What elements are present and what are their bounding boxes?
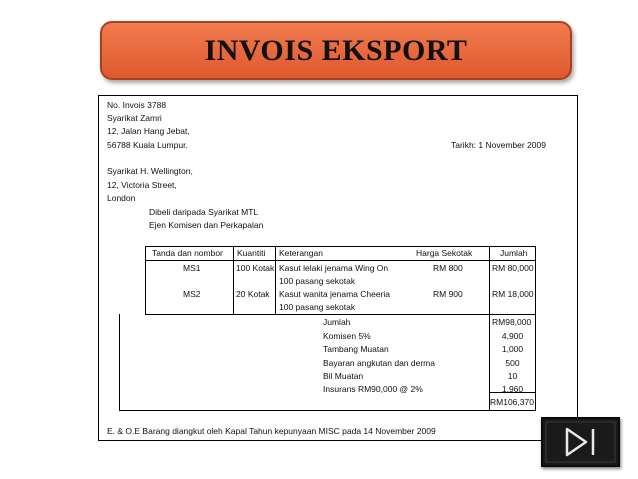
summary-value: 4,900 <box>501 331 524 341</box>
bought-from: Dibeli daripada Syarikat MTL <box>149 207 259 217</box>
summary-value: 1,960 <box>501 384 524 394</box>
agent-line: Ejen Komisen dan Perkapalan <box>149 220 264 230</box>
invoice-document <box>98 95 578 441</box>
summary-label: Insurans RM90,000 @ 2% <box>323 384 423 394</box>
buyer-address-line1: 12, Victoria Street, <box>107 180 177 190</box>
row1-amount: RM 80,000 <box>492 263 534 273</box>
header-amount: Jumlah <box>500 248 528 258</box>
buyer-address-line2: London <box>107 193 136 203</box>
row1-desc-detail: 100 pasang sekotak <box>279 276 356 286</box>
seller-name: Syarikat Zamri <box>107 113 162 123</box>
row2-price: RM 900 <box>433 289 463 299</box>
summary-label: Jumlah <box>323 317 351 327</box>
summary-value: 1,000 <box>501 344 524 354</box>
end-navigation-button[interactable] <box>541 417 620 467</box>
column-divider <box>489 246 490 315</box>
end-navigation-icon <box>543 419 618 465</box>
row1-mark: MS1 <box>183 263 201 273</box>
table-left-border <box>145 246 146 315</box>
row1-qty: 100 Kotak <box>236 263 275 273</box>
title-banner <box>100 21 572 80</box>
header-desc: Keterangan <box>279 248 323 258</box>
summary-label: Bil Muatan <box>323 371 364 381</box>
header-mark: Tanda dan nombor <box>152 248 223 258</box>
footer-note: E. & O.E Barang diangkut oleh Kapal Tahun kepunyaan MISC pada 14 November 2009 <box>107 426 436 436</box>
row2-desc: Kasut wanita jenama Cheeria <box>279 289 391 299</box>
invoice-number: No. Invois 3788 <box>107 100 167 110</box>
column-divider <box>233 246 234 315</box>
summary-label: Bayaran angkutan dan derma <box>323 358 435 368</box>
column-divider <box>275 246 276 315</box>
summary-label: Komisen 5% <box>323 331 371 341</box>
page-title: INVOIS EKSPORT <box>204 33 468 67</box>
summary-value: 500 <box>505 358 520 368</box>
seller-address-line1: 12, Jalan Hang Jebat, <box>107 126 190 136</box>
buyer-name: Syarikat H. Wellington, <box>107 166 193 176</box>
header-unit-price: Harga Sekotak <box>416 248 473 258</box>
row1-desc: Kasut lelaki jenama Wing On <box>279 263 389 273</box>
row2-mark: MS2 <box>183 289 201 299</box>
header-qty: Kuantiti <box>237 248 266 258</box>
row1-price: RM 800 <box>433 263 463 273</box>
invoice-date: Tarikh: 1 November 2009 <box>451 140 546 150</box>
seller-address-line2: 56788 Kuala Lumpur. <box>107 140 188 150</box>
row2-amount: RM 18,000 <box>492 289 534 299</box>
summary-value: 10 <box>507 371 518 381</box>
summary-value: RM98,000 <box>492 317 532 327</box>
row2-qty: 20 Kotak <box>236 289 270 299</box>
grand-total: RM106,370 <box>490 397 534 407</box>
row2-desc-detail: 100 pasang sekotak <box>279 302 356 312</box>
summary-label: Tambang Muatan <box>323 344 389 354</box>
